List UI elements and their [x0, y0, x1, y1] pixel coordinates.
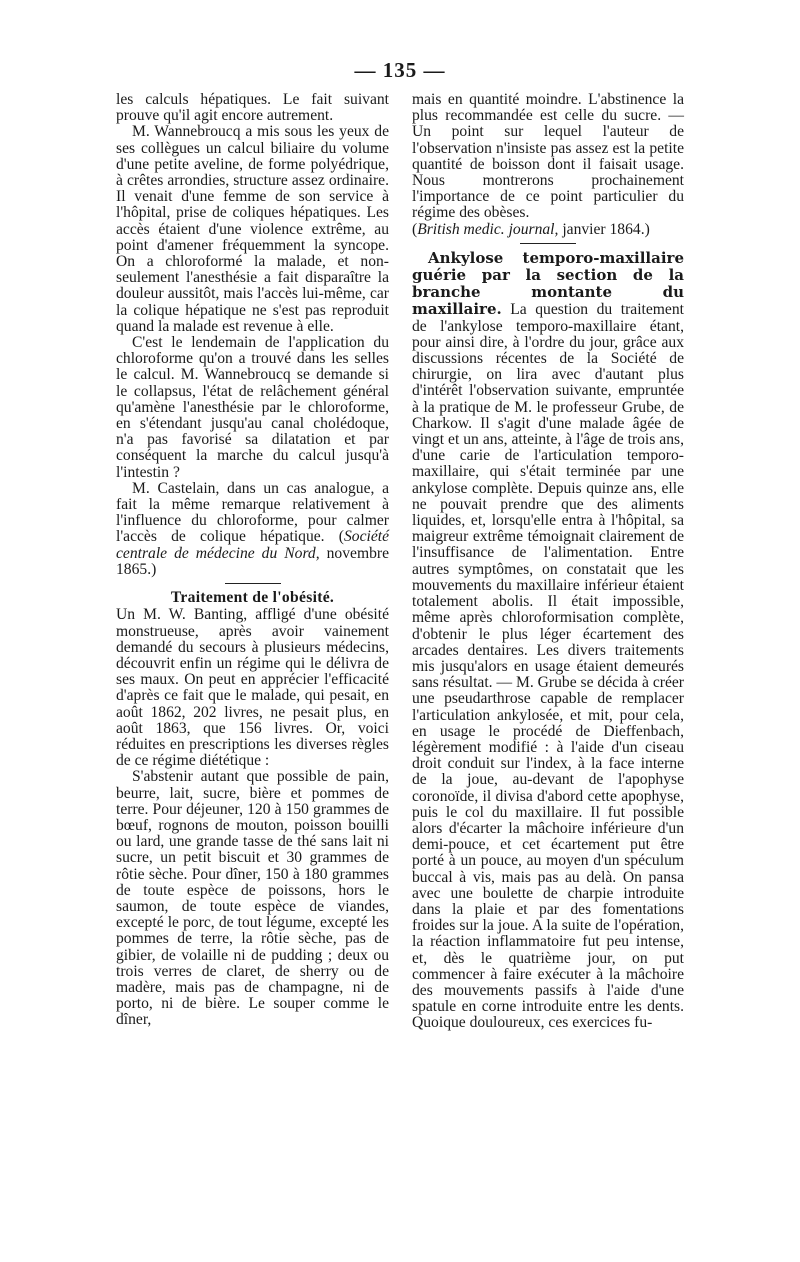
- paragraph: les calculs hépatiques. Le fait suivant prouve qu'il agit encore autrement.: [116, 91, 389, 125]
- paragraph-text: novembre 1865.): [116, 544, 389, 578]
- paragraph-text: M. Castelain, dans un cas analogue, a fait la même remarque relativement à l'influence du chloroforme, pour calmer l'accès de colique hépatique. (: [116, 479, 389, 546]
- paragraph: mais en quantité moindre. L'abstinence la plus recommandée est celle du sucre. — Un point sur lequel l'auteur de l'observation n'insiste pas assez est la petite quantité de boisson dont il faisait usage. Nous montrerons prochainement l'importance de ce point particulier du régime des obèses.: [412, 91, 684, 222]
- citation-date: janvier 1864.): [558, 220, 650, 238]
- section-divider: [225, 583, 281, 584]
- left-column: [116, 92, 389, 1029]
- right-column: [412, 92, 684, 1032]
- paragraph: Un M. W. Banting, affligé d'une obésité monstrueuse, après avoir vainement demandé du secours à plusieurs médecins, découvrit enfin un régime qui le délivra de ses maux. On peut en apprécier l'efficacité d'après ce fait que le malade, qui pesait, en août 1862, 202 livres, ne pesait plus, en août 1863, que 156 livres. Or, voici réduites en prescriptions les diverses règles de ce régime diététique :: [116, 606, 389, 770]
- source-citation: British medic. journal,: [417, 220, 559, 238]
- section-divider: [520, 243, 576, 244]
- paragraph: S'abstenir autant que possible de pain, beurre, lait, sucre, bière et pommes de terre. Pour déjeuner, 120 à 150 grammes de bœuf, rognons de mouton, poisson bouilli ou lard, une grande tasse de thé sans lait ni sucre, un petit biscuit et 30 grammes de rôtie sèche. Pour dîner, 150 à 180 grammes de toute espèce de poissons, hors le saumon, de toute espèce de viandes, excepté le porc, de tout légume, excepté les pommes de terre, la rôtie sèche, pas de gibier, de volaille ni de pudding ; deux ou trois verres de claret, de sherry ou de madère, mais pas de champagne, ni de porto, ni de bière. Le souper comme le dîner,: [116, 768, 389, 1029]
- paragraph: M. Wannebroucq a mis sous les yeux de ses collègues un calcul biliaire du volume d'une petite aveline, de forme polyédrique, à crêtes arrondies, structure assez ordinaire. Il venait d'une femme de son service à l'hôpital, prise de coliques hépatiques. Les accès étaient d'une violence extrême, au point d'amener fréquemment la syncope. On a chloroformé la malade, et non-seulement l'anesthésie a fait disparaître la douleur aussitôt, mais l'accès lui-même, car la colique hépatique ne s'est pas reproduit quand la malade est revenue à elle.: [116, 123, 389, 335]
- paragraph-text: La question du traitement de l'ankylose temporo-maxillaire étant, pour ainsi dire, à l'ordre du jour, grâce aux discussions récentes de la Société de chirurgie, on lira avec d'autant plus d'intérêt l'observation suivante, empruntée à la pratique de M. le professeur Grube, de Charkow. Il s'agit d'une malade âgée de vingt et un ans, atteinte, à l'âge de trois ans, d'une carie de l'articulation temporo-maxillaire, qui s'était terminée par une ankylose complète. Depuis quinze ans, elle ne pouvait prendre que des aliments liquides, et, lorsqu'elle entra à l'hôpital, sa maigreur extrême témoignait clairement de l'insuffisance de l'alimentation. Entre autres symptômes, on constatait que les mouvements du maxillaire inférieur étaient totalement abolis. Il était impossible, même après chloroformisation complète, d'obtenir le plus léger écartement des arcades dentaires. Les divers traitements mis jusqu'alors en usage étaient demeurés sans résultat. — M. Grube se décida à créer une pseudarthrose capable de remplacer l'articulation ankylosée, et mit, pour cela, en usage le procédé de Dieffenbach, légèrement modifié : à l'aide d'un ciseau droit conduit sur l'index, à la face interne de la joue, au-devant de l'apophyse coronoïde, il divisa d'abord cette apophyse, puis le col du maxillaire. Il fut possible alors d'écarter la mâchoire inférieure d'un demi-pouce, et cet écartement put être porté à un pouce, au moyen d'un spéculum buccal à vis, mais pas au delà. On pansa avec une boulette de charpie introduite dans la plaie et par des fomentations froides sur la joue. A la suite de l'opération, la réaction inflammatoire fut peu intense, et, dès le quatrième jour, on put commencer à faire exécuter à la mâchoire des mouvements passifs à l'aide d'une spatule en corne introduite entre les dents. Quoique douloureux, ces exercices fu-: [412, 301, 684, 1032]
- source-citation: Société centrale de médecine du Nord,: [116, 528, 389, 562]
- page-number: — 135 —: [354, 58, 446, 82]
- section-heading: Ankylose temporo-maxillaire guérie par la section de la branche montante du maxillaire.: [412, 248, 684, 319]
- paragraph: [116, 481, 389, 578]
- section-heading: Traitement de l'obésité.: [170, 589, 335, 607]
- paragraph: C'est le lendemain de l'application du chloroforme qu'on a trouvé dans les selles le calcul. M. Wannebroucq se demande si le collapsus, l'état de relâchement général qu'amène l'anesthésie par le chloroforme, en s'étendant jusqu'au canal cholédoque, n'a pas favorisé sa dilatation et par conséquent la marche du calcul jusqu'à l'intestin ?: [116, 334, 389, 481]
- citation-open: (: [412, 220, 418, 238]
- paragraph: [412, 250, 684, 1032]
- citation: [412, 222, 684, 238]
